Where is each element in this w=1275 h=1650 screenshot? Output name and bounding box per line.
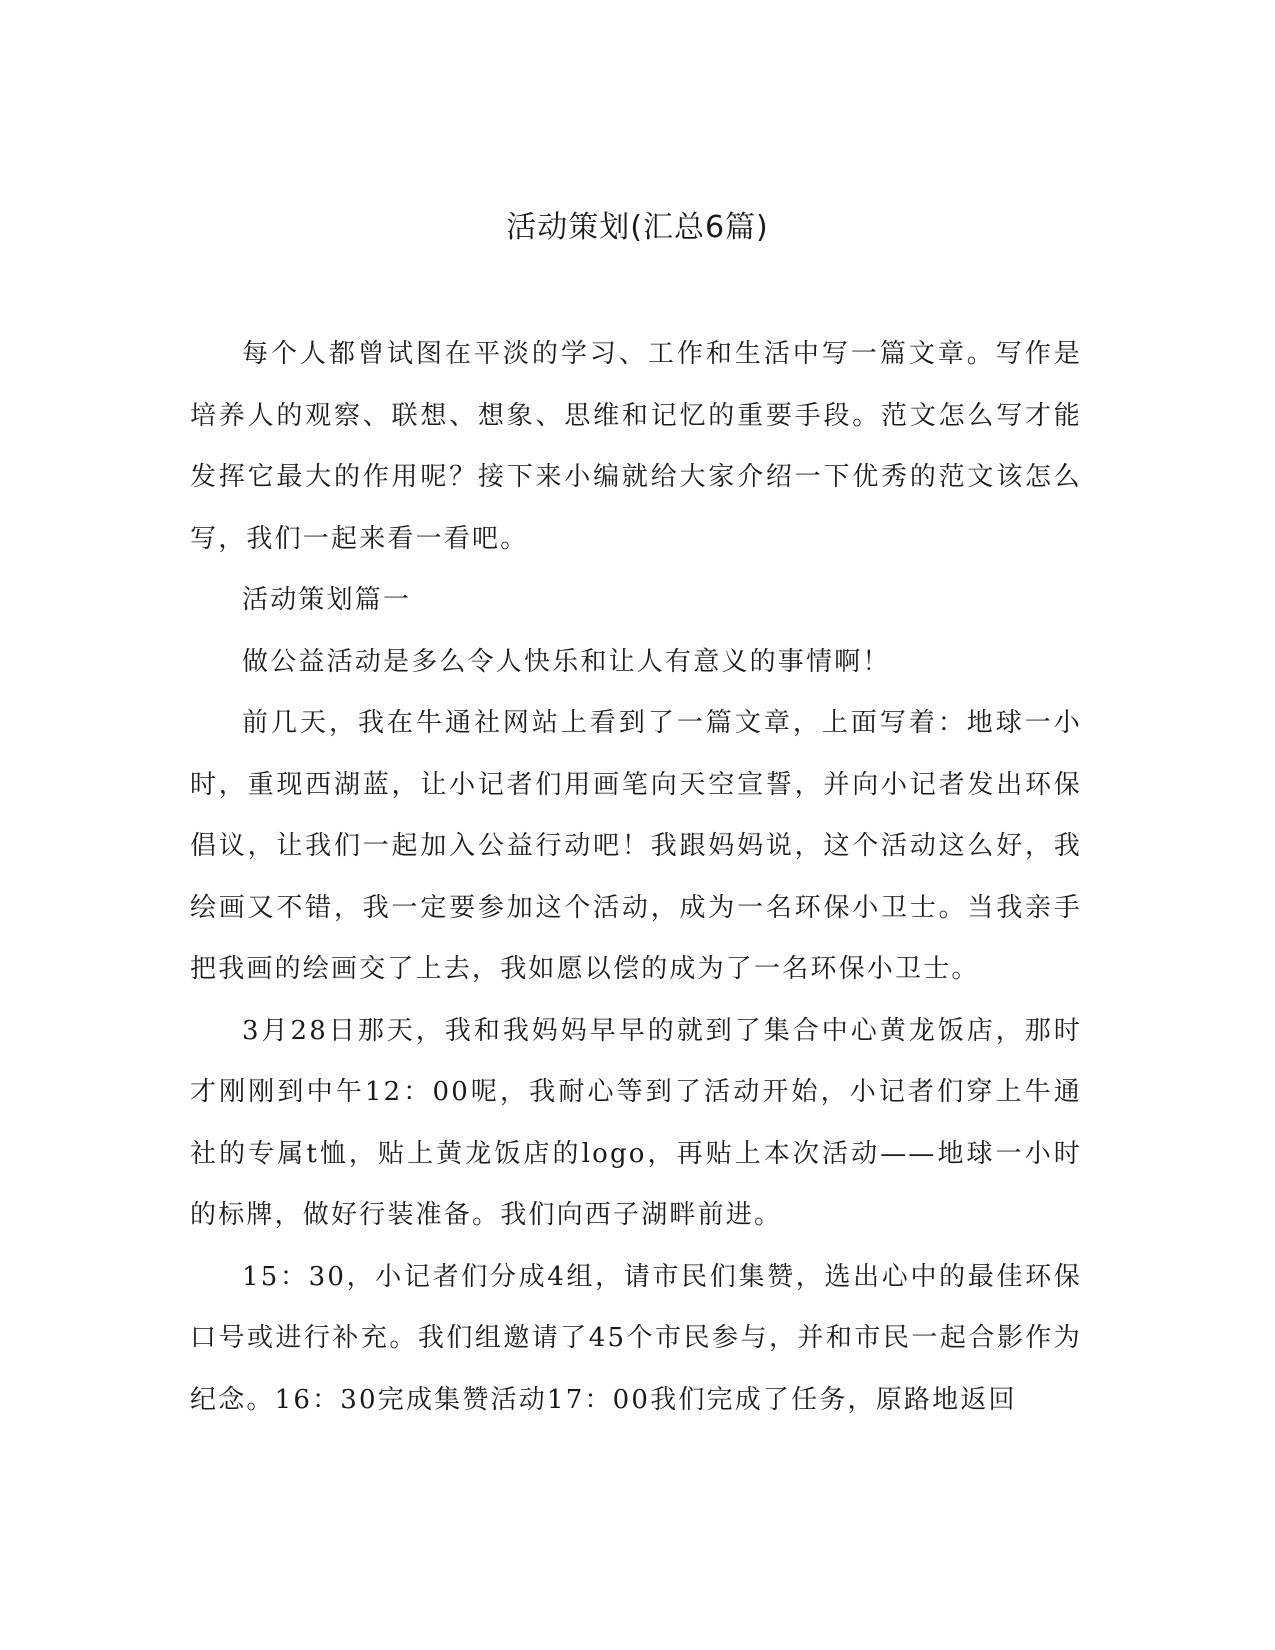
body-paragraph: 做公益活动是多么令人快乐和让人有意义的事情啊！ bbox=[242, 646, 891, 677]
body-paragraph: 前几天，我在牛通社网站上看到了一篇文章，上面写着：地球一小时，重现西湖蓝，让小记者们用画笔向天空宣誓，并向小记者发出环保倡议，让我们一起加入公益行动吧！我跟妈妈说，这个活动这么好，我绘画又不错，我一定要参加这个活动，成为一名环保小卫士。当我亲手把我画的绘画交了上去，我如愿以偿的成为了一名环保小卫士。 bbox=[190, 708, 1082, 984]
section-heading: 活动策划篇一 bbox=[242, 585, 412, 615]
document-body bbox=[190, 324, 1082, 1431]
intro-paragraph: 每个人都曾试图在平淡的学习、工作和生活中写一篇文章。写作是培养人的观察、联想、想象、思维和记忆的重要手段。范文怎么写才能发挥它最大的作用呢？接下来小编就给大家介绍一下优秀的范文该怎么写，我们一起来看一看吧。 bbox=[190, 339, 1082, 554]
document-title: 活动策划(汇总6篇) bbox=[506, 210, 769, 245]
body-paragraph: 3月28日那天，我和我妈妈早早的就到了集合中心黄龙饭店，那时才刚刚到中午12：00呢，我耐心等到了活动开始，小记者们穿上牛通社的专属t恤，贴上黄龙饭店的logo，再贴上本次活动——地球一小时的标牌，做好行装准备。我们向西子湖畔前进。 bbox=[190, 1015, 1082, 1230]
body-paragraph: 15：30，小记者们分成4组，请市民们集赞，选出心中的最佳环保口号或进行补充。我们组邀请了45个市民参与，并和市民一起合影作为纪念。16：30完成集赞活动17：00我们完成了任务，原路地返回 bbox=[190, 1261, 1082, 1415]
